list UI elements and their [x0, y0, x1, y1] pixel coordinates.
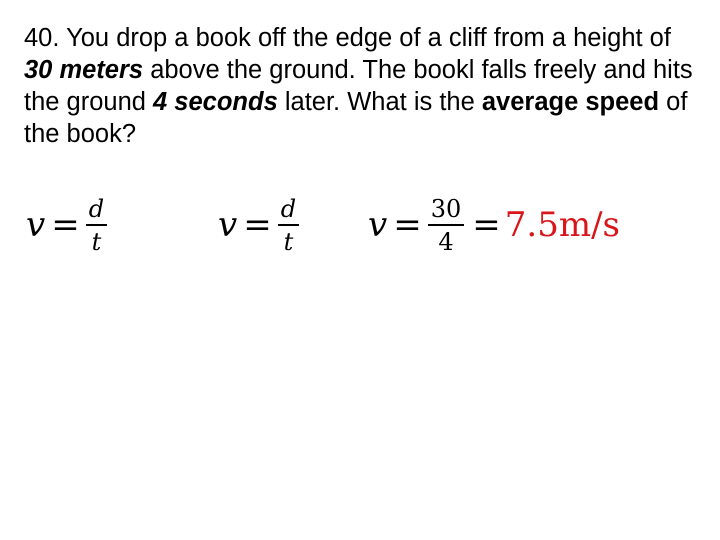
equals-sign: = — [393, 205, 422, 245]
velocity-symbol: v — [218, 205, 238, 245]
fraction — [428, 195, 465, 256]
formula-equation-1 — [26, 190, 109, 260]
fraction-bar — [428, 224, 465, 226]
equals-sign: = — [51, 205, 80, 245]
question-mid-1: above the ground. The bookl falls freely and hits the ground — [24, 56, 693, 116]
denominator: t — [91, 227, 102, 256]
numerator: d — [280, 194, 297, 223]
question-end: of the book? — [24, 88, 688, 148]
fraction — [86, 195, 107, 256]
question-intro: 40. You drop a book off the edge of a cliff from a height of — [24, 24, 671, 52]
question-mid-2: later. What is the — [284, 88, 475, 116]
velocity-symbol: v — [26, 205, 46, 245]
denominator: 4 — [438, 227, 454, 256]
average-speed-term: average speed — [481, 88, 660, 116]
answer-value: 7.5m/s — [504, 205, 620, 245]
numerator: 30 — [430, 194, 462, 223]
problem-text — [24, 22, 704, 150]
substituted-equation — [368, 190, 620, 260]
velocity-symbol: v — [368, 205, 388, 245]
fraction-bar — [278, 224, 299, 226]
fraction — [278, 195, 299, 256]
time-value: 4 seconds — [153, 88, 278, 116]
formula-equation-2 — [218, 190, 301, 260]
height-value: 30 meters — [24, 56, 144, 84]
equals-sign: = — [472, 205, 501, 245]
numerator: d — [88, 194, 105, 223]
fraction-bar — [86, 224, 107, 226]
denominator: t — [283, 227, 294, 256]
equals-sign: = — [243, 205, 272, 245]
